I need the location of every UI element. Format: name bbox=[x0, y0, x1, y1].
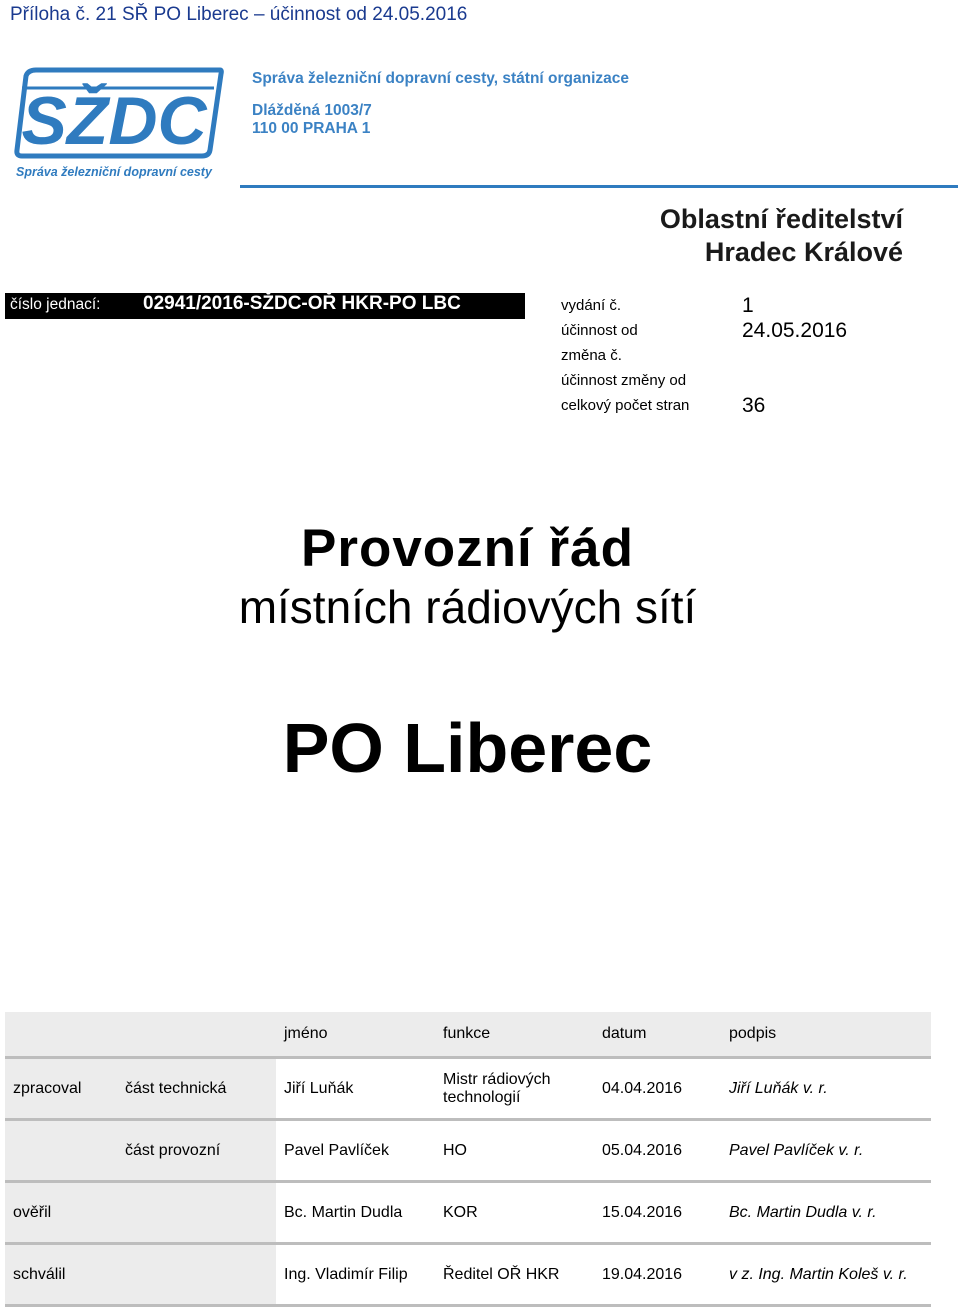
table-row bbox=[5, 1058, 931, 1120]
row-function: HO bbox=[443, 1141, 467, 1159]
change-label: změna č. bbox=[561, 347, 622, 364]
row-signature: Bc. Martin Dudla v. r. bbox=[721, 1182, 931, 1244]
top-note: Příloha č. 21 SŘ PO Liberec – účinnost od 24.05.2016 bbox=[10, 4, 468, 25]
row-function: Ředitel OŘ HKR bbox=[443, 1265, 560, 1283]
header-signature: podpis bbox=[721, 1012, 931, 1058]
header-function: funkce bbox=[435, 1012, 594, 1058]
row-date: 19.04.2016 bbox=[594, 1244, 721, 1306]
table-row bbox=[5, 1120, 931, 1182]
header-name: jméno bbox=[276, 1012, 435, 1058]
edition-value: 1 bbox=[742, 294, 754, 317]
row-role: zpracoval bbox=[5, 1058, 117, 1120]
document-subtitle: místních rádiových sítí bbox=[238, 581, 697, 633]
document-location: PO Liberec bbox=[282, 709, 653, 787]
row-role: schválil bbox=[5, 1244, 117, 1306]
region-line-2: Hradec Králové bbox=[704, 237, 903, 267]
row-function: KOR bbox=[443, 1203, 478, 1221]
row-signature: Pavel Pavlíček v. r. bbox=[721, 1120, 931, 1182]
header-divider bbox=[240, 185, 958, 188]
table-row bbox=[5, 1182, 931, 1244]
row-name: Jiří Luňák bbox=[276, 1058, 435, 1120]
logo-caption: Správa železniční dopravní cesty bbox=[16, 165, 212, 179]
row-role: ověřil bbox=[5, 1182, 117, 1244]
signature-table-header bbox=[5, 1012, 931, 1058]
logo-letters: SŽDC bbox=[21, 83, 207, 159]
row-name: Pavel Pavlíček bbox=[276, 1120, 435, 1182]
reference-number: 02941/2016-SŽDC-OŘ HKR-PO LBC bbox=[143, 293, 461, 314]
row-date: 15.04.2016 bbox=[594, 1182, 721, 1244]
organization-city: 110 00 PRAHA 1 bbox=[252, 120, 371, 137]
row-signature: v z. Ing. Martin Koleš v. r. bbox=[721, 1244, 931, 1306]
edition-label: vydání č. bbox=[561, 297, 622, 314]
row-part: část technická bbox=[117, 1058, 276, 1120]
reference-label: číslo jednací: bbox=[10, 296, 101, 313]
row-function: Mistr rádiových technologií bbox=[443, 1070, 551, 1106]
change-effective-label: účinnost změny od bbox=[561, 372, 687, 389]
signature-table bbox=[5, 1012, 931, 1307]
row-date: 05.04.2016 bbox=[594, 1120, 721, 1182]
table-row bbox=[5, 1244, 931, 1306]
row-part bbox=[117, 1182, 276, 1244]
document-title: Provozní řád bbox=[300, 519, 634, 578]
header-date: datum bbox=[594, 1012, 721, 1058]
organization-name: Správa železniční dopravní cesty, státní organizace bbox=[252, 70, 630, 87]
organization-street: Dlážděná 1003/7 bbox=[252, 102, 372, 119]
row-name: Ing. Vladimír Filip bbox=[276, 1244, 435, 1306]
pages-value: 36 bbox=[742, 394, 766, 417]
effective-label: účinnost od bbox=[561, 322, 638, 339]
region-line-1: Oblastní ředitelství bbox=[659, 204, 903, 234]
row-part bbox=[117, 1244, 276, 1306]
szdc-logo bbox=[14, 66, 234, 186]
row-part: část provozní bbox=[117, 1120, 276, 1182]
row-signature: Jiří Luňák v. r. bbox=[721, 1058, 931, 1120]
row-name: Bc. Martin Dudla bbox=[276, 1182, 435, 1244]
row-date: 04.04.2016 bbox=[594, 1058, 721, 1120]
region-heading bbox=[660, 203, 903, 269]
effective-value: 24.05.2016 bbox=[742, 319, 848, 342]
pages-label: celkový počet stran bbox=[561, 397, 690, 414]
row-role bbox=[5, 1120, 117, 1182]
